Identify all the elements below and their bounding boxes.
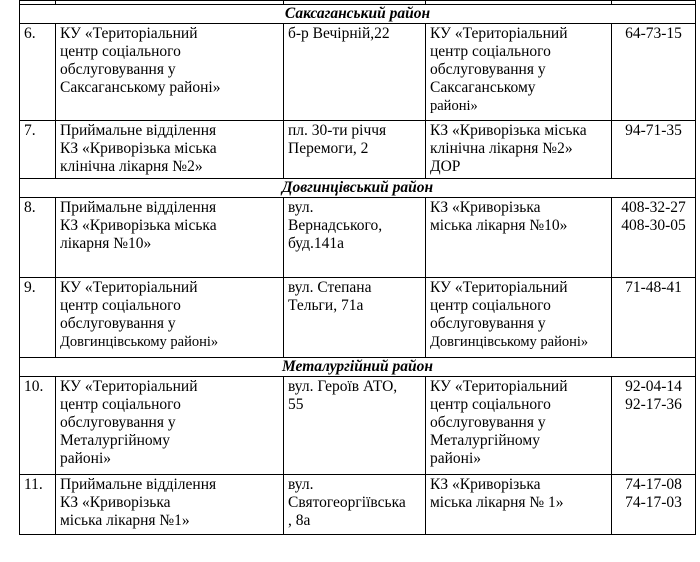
phone-numbers: 74-17-08 74-17-03 — [612, 475, 696, 535]
table-row — [20, 24, 696, 121]
row-number: 9. — [20, 278, 56, 358]
district-header — [20, 358, 696, 377]
table-row — [20, 121, 696, 179]
table-row — [20, 278, 696, 358]
row-number: 7. — [20, 121, 56, 179]
institution-address: вул. Героїв АТО, 55 — [284, 377, 426, 475]
responsible-organization: КУ «Територіальний центр соціального обслуговування у Саксаганському районі» — [426, 24, 612, 121]
table-row — [20, 377, 696, 475]
responsible-organization: КЗ «Криворізька міська лікарня № 1» — [426, 475, 612, 535]
institutions-table — [19, 0, 696, 535]
row-number: 6. — [20, 24, 56, 121]
institution-name: Приймальне відділення КЗ «Криворізька міська клінічна лікарня №2» — [56, 121, 284, 179]
district-header — [20, 179, 696, 198]
responsible-organization: КУ «Територіальний центр соціального обслуговування у Металургійному районі» — [426, 377, 612, 475]
district-name: Довгинцівський район — [20, 179, 696, 198]
row-number: 8. — [20, 198, 56, 278]
district-name: Саксаганський район — [20, 5, 696, 24]
institution-name: КУ «Територіальний центр соціального обслуговування у Металургійному районі» — [56, 377, 284, 475]
institution-address: б-р Вечірній,22 — [284, 24, 426, 121]
institution-name: КУ «Територіальний центр соціального обслуговування у Довгинцівському районі» — [56, 278, 284, 358]
district-header — [20, 5, 696, 24]
phone-numbers: 94-71-35 — [612, 121, 696, 179]
phone-numbers: 71-48-41 — [612, 278, 696, 358]
responsible-organization: КЗ «Криворізька міська клінічна лікарня №2» ДОР — [426, 121, 612, 179]
responsible-organization: КЗ «Криворізька міська лікарня №10» — [426, 198, 612, 278]
row-number: 10. — [20, 377, 56, 475]
institution-address: вул. Степана Тельги, 71а — [284, 278, 426, 358]
institution-address: вул. Святогеоргіївська , 8а — [284, 475, 426, 535]
phone-numbers: 408-32-27 408-30-05 — [612, 198, 696, 278]
table-row — [20, 198, 696, 278]
institution-name: КУ «Територіальний центр соціального обслуговування у Саксаганському районі» — [56, 24, 284, 121]
institution-name: Приймальне відділення КЗ «Криворізька міська лікарня №10» — [56, 198, 284, 278]
institution-name: Приймальне відділення КЗ «Криворізька міська лікарня №1» — [56, 475, 284, 535]
table-row — [20, 475, 696, 535]
institution-address: пл. 30-ти річчя Перемоги, 2 — [284, 121, 426, 179]
phone-numbers: 92-04-14 92-17-36 — [612, 377, 696, 475]
district-name: Металургійний район — [20, 358, 696, 377]
responsible-organization: КУ «Територіальний центр соціального обслуговування у Довгинцівському районі» — [426, 278, 612, 358]
institution-address: вул. Вернадського, буд.141а — [284, 198, 426, 278]
row-number: 11. — [20, 475, 56, 535]
phone-numbers: 64-73-15 — [612, 24, 696, 121]
document-page — [19, 0, 695, 535]
